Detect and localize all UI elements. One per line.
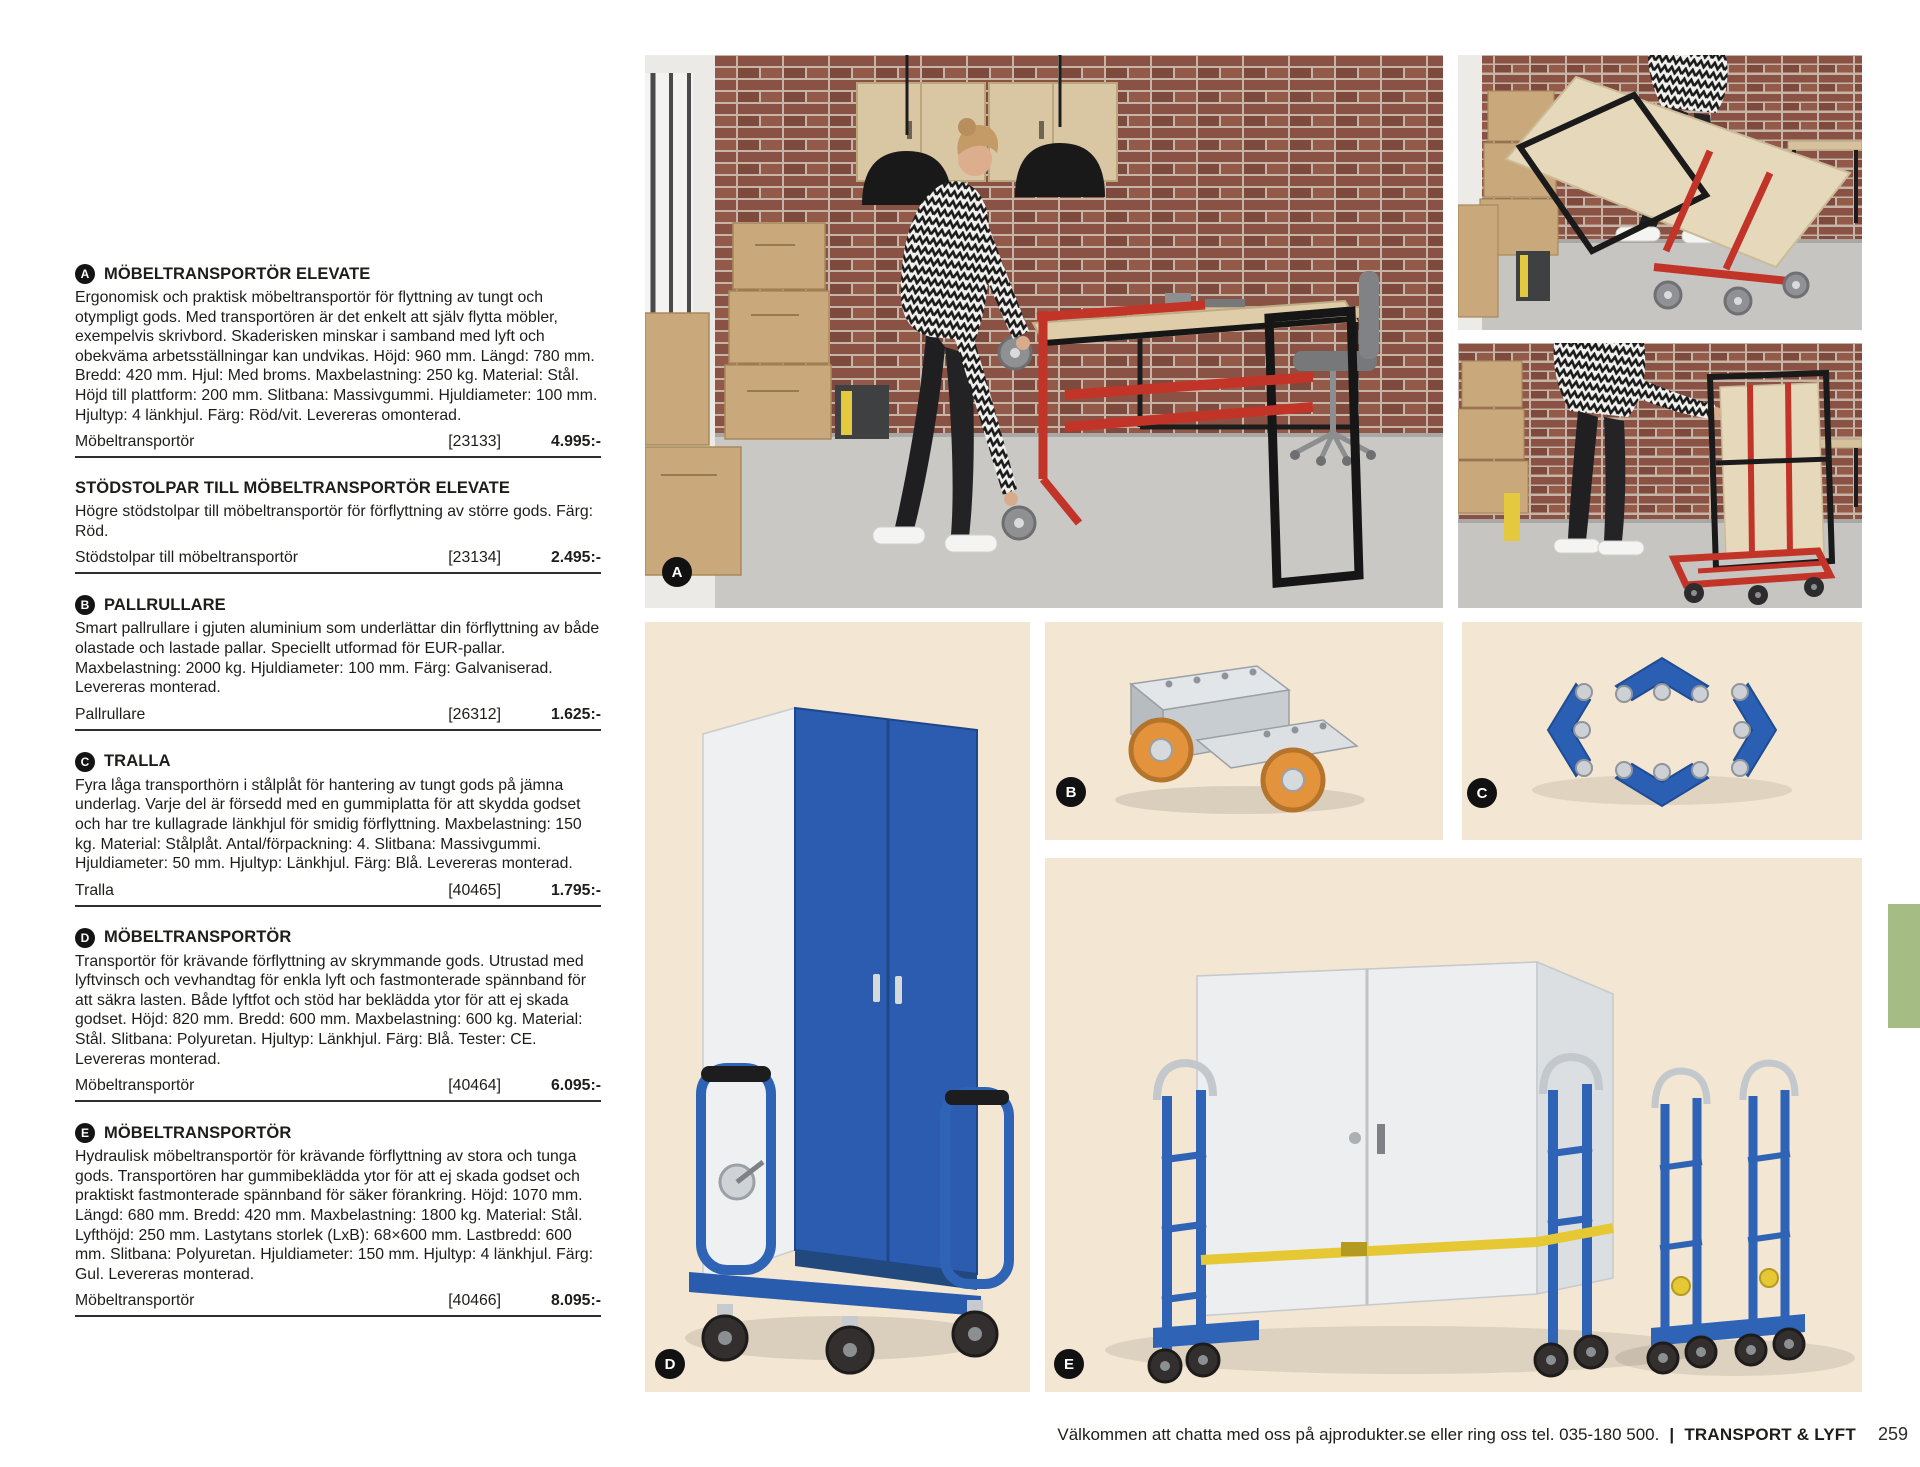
photo-r1-illustration xyxy=(1458,55,1862,330)
product-title: MÖBELTRANSPORTÖR xyxy=(104,928,292,947)
product-title: PALLRULLARE xyxy=(104,595,226,614)
product-heading xyxy=(75,1123,601,1143)
photo-label-b: B xyxy=(1056,777,1086,807)
product-description: Högre stödstolpar till möbeltransportör för förflyttning av större gods. Färg: Röd. xyxy=(75,503,594,540)
photo-label-a: A xyxy=(662,557,692,587)
product-letter-badge: C xyxy=(75,752,95,772)
article-name: Möbeltransportör xyxy=(75,433,195,451)
product-text-column xyxy=(75,264,601,1338)
photo-e-illustration xyxy=(1045,858,1862,1392)
photo-transporter-upright-panel xyxy=(1458,343,1862,608)
product-section-stodstolpar xyxy=(75,479,601,574)
article-name: Möbeltransportör xyxy=(75,1077,195,1095)
article-price: 2.495:- xyxy=(550,549,601,567)
product-heading xyxy=(75,264,601,284)
article-row xyxy=(75,549,601,574)
article-price: 4.995:- xyxy=(550,433,601,451)
photo-label-c: C xyxy=(1467,778,1497,808)
article-name: Stödstolpar till möbeltransportör xyxy=(75,549,299,567)
article-row xyxy=(75,706,601,731)
product-title: STÖDSTOLPAR TILL MÖBELTRANSPORTÖR ELEVATE xyxy=(75,479,510,498)
product-letter-badge: A xyxy=(75,264,95,284)
footer-message: Välkommen att chatta med oss på ajprodukter.se eller ring oss tel. 035-180 500. xyxy=(1057,1425,1660,1444)
article-name: Tralla xyxy=(75,881,114,899)
product-heading xyxy=(75,479,601,498)
product-heading xyxy=(75,928,601,948)
article-row xyxy=(75,1077,601,1102)
footer-section-name: TRANSPORT & LYFT xyxy=(1684,1425,1856,1444)
product-description: Smart pallrullare i gjuten aluminium som underlättar din förflyttning av både olastade och lastade pallar. Speciellt utformad för EUR-pallar. Maxbelastning: 2000 kg. Hjuldiameter: 100 mm. Färg: Galvaniserad. Levereras monterad. xyxy=(75,620,600,697)
footer-separator: | xyxy=(1669,1425,1675,1444)
photo-transport-corners xyxy=(1462,622,1862,840)
photo-transporter-tilted-table xyxy=(1458,55,1862,330)
product-section-d xyxy=(75,928,601,1103)
article-row xyxy=(75,433,601,458)
page-footer xyxy=(1057,1424,1908,1445)
product-letter-badge: B xyxy=(75,595,95,615)
article-row xyxy=(75,882,601,907)
photo-b-illustration xyxy=(1045,622,1443,840)
product-description: Transportör för krävande förflyttning av skrymmande gods. Utrustad med lyftvinsch och vevhandtag för enkla lyft och fastmonterade spännband för att säkra lasten. Både lyftfot och stöd har beklädda ytor för att ej skada godset. Höjd: 820 mm. Bredd: 600 mm. Maxbelastning: 600 kg. Material: Stål. Slitbana: Polyuretan. Hjultyp: Länkhjul. Färg: Blå. Tester: CE. Levereras monterad. xyxy=(75,952,587,1068)
product-description: Fyra låga transporthörn i stålplåt för hantering av tungt gods på jämna underlag. Varje del är försedd med en gummiplatta för att skydda godset och har tre kullagrade länkhjul för smidig förflyttning. Maxbelastning: 150 kg. Material: Stålplåt. Antal/förpackning: 4. Slitbana: Massivgummi. Hjuldiameter: 50 mm. Hjultyp: Länkhjul. Färg: Blå. Levereras monterad. xyxy=(75,776,582,873)
product-section-e xyxy=(75,1123,601,1317)
photo-label-d: D xyxy=(655,1349,685,1379)
photo-r2-illustration xyxy=(1458,343,1862,608)
article-price: 1.625:- xyxy=(550,705,601,723)
article-number: [40464] xyxy=(448,1077,501,1095)
product-section-c xyxy=(75,752,601,907)
article-number: [26312] xyxy=(448,705,501,723)
product-heading xyxy=(75,752,601,772)
photo-hydraulic-transporters xyxy=(1045,858,1862,1392)
section-color-tab xyxy=(1888,904,1920,1028)
product-title: TRALLA xyxy=(104,752,171,771)
product-title: MÖBELTRANSPORTÖR ELEVATE xyxy=(104,264,371,283)
product-heading xyxy=(75,595,601,615)
product-letter-badge: D xyxy=(75,928,95,948)
product-section-b xyxy=(75,595,601,730)
product-description: Hydraulisk möbeltransportör för krävande förflyttning av stora och tunga gods. Transportören har gummibeklädda ytor för att ej skada godset och praktiskt fastmonterade spännband för säker förankring. Höjd: 1070 mm. Längd: 680 mm. Bredd: 420 mm. Maxbelastning: 1800 kg. Material: Stål. Lyfthöjd: 250 mm. Lastytans storlek (LxB): 68×600 mm. Lastbredd: 600 mm. Slitbana: Polyuretan. Hjuldiameter: 150 mm. Hjultyp: 4 länkhjul. Färg: Gul. Levereras monterad. xyxy=(75,1148,594,1283)
article-price: 6.095:- xyxy=(550,1077,601,1095)
photo-cabinet-winch-transporter xyxy=(645,622,1030,1392)
page-number: 259 xyxy=(1877,1424,1908,1444)
product-letter-badge: E xyxy=(75,1123,95,1143)
article-number: [40465] xyxy=(448,881,501,899)
article-number: [23134] xyxy=(448,549,501,567)
photo-label-e: E xyxy=(1054,1349,1084,1379)
product-description: Ergonomisk och praktisk möbeltransportör för flyttning av tungt och otympligt gods. Med transportören är det enkelt att själv flytta möbler, exempelvis skrivbord. Skaderisken minskar i samband med lyft och obekväma arbetsställningar kan undvikas. Höjd: 960 mm. Längd: 780 mm. Bredd: 420 mm. Hjul: Med broms. Maxbelastning: 250 kg. Material: Stål. Höjd till plattform: 200 mm. Slitbana: Massivgummi. Hjuldiameter: 100 mm. Hjultyp: 4 länkhjul. Färg: Röd/vit. Levereras omonterad. xyxy=(75,289,598,424)
product-title: MÖBELTRANSPORTÖR xyxy=(104,1123,292,1142)
article-number: [40466] xyxy=(448,1292,501,1310)
photo-pallet-roller xyxy=(1045,622,1443,840)
article-name: Möbeltransportör xyxy=(75,1292,195,1310)
product-section-a xyxy=(75,264,601,458)
article-row xyxy=(75,1292,601,1317)
article-price: 1.795:- xyxy=(550,881,601,899)
article-number: [23133] xyxy=(448,433,501,451)
photo-a-illustration xyxy=(645,55,1443,608)
article-price: 8.095:- xyxy=(550,1292,601,1310)
photo-d-illustration xyxy=(645,622,1030,1392)
photo-c-illustration xyxy=(1462,622,1862,840)
article-name: Pallrullare xyxy=(75,705,146,723)
photo-furniture-transporter-scene xyxy=(645,55,1443,608)
